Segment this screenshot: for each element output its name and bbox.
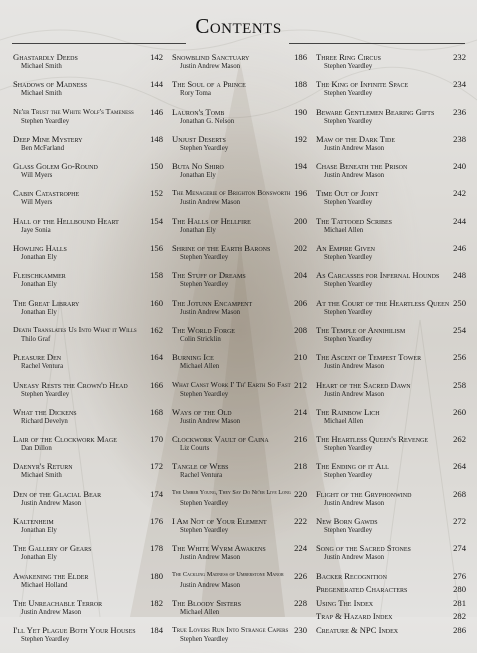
toc-entry[interactable]: [316, 188, 466, 215]
entry-page-number: 212: [294, 379, 307, 390]
title-rule-left: [12, 43, 186, 44]
entry-author: Will Myers: [21, 172, 53, 180]
entry-author: Jonathan G. Nelson: [180, 117, 235, 125]
toc-entry[interactable]: [316, 611, 466, 625]
page-title: Contents: [195, 14, 282, 38]
entry-author: Justin Andrew Mason: [324, 363, 385, 371]
entry-page-number: 248: [453, 270, 466, 281]
entry-page-number: 238: [453, 133, 466, 144]
entry-author: Justin Andrew Mason: [21, 499, 82, 507]
entry-author: Stephen Yeardley: [180, 390, 229, 398]
entry-author: Stephen Yeardley: [324, 254, 373, 262]
entry-author: Justin Andrew Mason: [180, 308, 241, 316]
toc-entry[interactable]: [13, 461, 163, 488]
entry-page-number: 262: [453, 434, 466, 445]
entry-page-number: 280: [453, 584, 466, 595]
entry-title: The King of Infinite Space: [316, 79, 409, 90]
entry-author: Dan Dillon: [21, 445, 52, 453]
entry-title: Snowblind Sanctuary: [172, 52, 250, 62]
entry-author: Stephen Yeardley: [324, 308, 373, 316]
toc-entry[interactable]: [316, 107, 466, 134]
entry-author: Jonathan Ely: [21, 554, 57, 562]
entry-author: Justin Andrew Mason: [180, 63, 241, 70]
entry-author: Stephen Yeardley: [180, 527, 229, 535]
entry-author: Michael Allen: [324, 417, 364, 425]
entry-title: The Umber Young, They Say Do Ne'er Live Long: [172, 488, 291, 496]
entry-title: The Rainbow Lich: [316, 406, 380, 417]
entry-title: Pregenerated Characters: [316, 584, 408, 595]
entry-title: The Stuff of Dreams: [172, 270, 246, 281]
toc-entry[interactable]: [316, 461, 466, 488]
entry-page-number: 260: [453, 406, 466, 417]
toc-entry[interactable]: [316, 516, 466, 543]
entry-title: The Temple of Annihilism: [316, 324, 406, 335]
toc-entry[interactable]: [13, 243, 163, 270]
entry-title: Burning Ice: [172, 352, 214, 363]
entry-page-number: 174: [150, 488, 163, 499]
toc-entry[interactable]: [13, 380, 163, 407]
entry-author: Stephen Yeardley: [21, 390, 70, 398]
entry-page-number: 216: [294, 434, 307, 445]
entry-author: Colin Stricklin: [180, 335, 221, 343]
entry-page-number: 148: [150, 133, 163, 144]
entry-page-number: 276: [453, 570, 466, 581]
entry-title: Glass Golem Go-Round: [13, 161, 98, 172]
toc-entry[interactable]: [316, 571, 466, 585]
entry-title: Hall of the Hellbound Heart: [13, 215, 119, 226]
toc-entry[interactable]: [13, 325, 163, 352]
entry-author: Stephen Yeardley: [324, 472, 373, 480]
toc-entry[interactable]: [172, 216, 307, 243]
entry-title: The Bloody Sisters: [172, 597, 242, 608]
entry-title: Beware Gentlemen Bearing Gifts: [316, 106, 435, 117]
entry-author: Rachel Ventura: [21, 363, 64, 371]
entry-title: Daenyr's Return: [13, 461, 73, 472]
entry-author: Thilo Graf: [21, 335, 51, 343]
entry-title: Chase Beneath the Prison: [316, 161, 408, 172]
entry-page-number: 226: [294, 570, 307, 581]
toc-entry[interactable]: [13, 188, 163, 215]
entry-page-number: 240: [453, 161, 466, 172]
entry-author: Justin Andrew Mason: [324, 390, 385, 398]
entry-title: Ghastardly Deeds: [13, 52, 78, 62]
entry-author: Michael Allen: [180, 363, 220, 371]
entry-author: Stephen Yeardley: [180, 499, 229, 507]
entry-author: Justin Andrew Mason: [180, 417, 241, 425]
toc-entry[interactable]: [172, 407, 307, 434]
entry-title: The Tattooed Scribes: [316, 215, 392, 226]
entry-title: Creature & NPC Index: [316, 625, 399, 636]
toc-entry[interactable]: [316, 543, 466, 570]
toc-entry[interactable]: [13, 625, 163, 652]
entry-author: Michael Smith: [21, 63, 62, 70]
entry-page-number: 286: [453, 625, 466, 636]
entry-page-number: 281: [453, 597, 466, 608]
toc-entry[interactable]: [13, 434, 163, 461]
entry-page-number: 184: [150, 625, 163, 636]
entry-page-number: 170: [150, 434, 163, 445]
entry-author: Justin Andrew Mason: [180, 581, 241, 589]
entry-author: Stephen Yeardley: [324, 281, 373, 289]
entry-title: Cabin Catastrophe: [13, 188, 80, 199]
entry-title: I'll Yet Plague Both Your Houses: [13, 625, 136, 636]
entry-title: An Empire Given: [316, 243, 375, 254]
entry-page-number: 256: [453, 352, 466, 363]
entry-author: Ben McFarland: [21, 144, 65, 152]
entry-author: Stephen Yeardley: [180, 636, 229, 644]
toc-entry[interactable]: [172, 598, 307, 625]
toc-entry[interactable]: [316, 52, 466, 79]
entry-author: Stephen Yeardley: [324, 199, 373, 207]
entry-page-number: 144: [150, 79, 163, 90]
entry-page-number: 166: [150, 379, 163, 390]
entry-page-number: 246: [453, 243, 466, 254]
entry-author: Michael Smith: [21, 90, 62, 98]
entry-title: As Carcasses for Infernal Hounds: [316, 270, 440, 281]
entry-page-number: 208: [294, 324, 307, 335]
toc-entry[interactable]: [13, 543, 163, 570]
toc-entry[interactable]: [316, 434, 466, 461]
toc-entry[interactable]: [172, 270, 307, 297]
entry-author: Justin Andrew Mason: [324, 144, 385, 152]
entry-author: Stephen Yeardley: [180, 144, 229, 152]
entry-title: Tangle of Webs: [172, 461, 229, 472]
entry-page-number: 152: [150, 188, 163, 199]
toc-entry[interactable]: [172, 52, 307, 79]
entry-page-number: 204: [294, 270, 307, 281]
toc-entry[interactable]: [316, 380, 466, 407]
entry-author: Justin Andrew Mason: [180, 554, 241, 562]
entry-author: Jonathan Ely: [21, 254, 57, 262]
toc-entry[interactable]: [13, 407, 163, 434]
entry-page-number: 214: [294, 406, 307, 417]
entry-title: Trap & Hazard Index: [316, 611, 393, 622]
entry-title: Time Out of Joint: [316, 188, 379, 199]
entry-title: True Lovers Run Into Strange Capers: [172, 625, 289, 635]
entry-page-number: 202: [294, 243, 307, 254]
toc-entry[interactable]: [172, 188, 307, 215]
entry-title: Howling Halls: [13, 243, 67, 254]
toc-entry[interactable]: [316, 243, 466, 270]
entry-title: Three Ring Circus: [316, 52, 382, 62]
entry-page-number: 168: [150, 406, 163, 417]
entry-title: The Great Library: [13, 297, 80, 308]
entry-page-number: 180: [150, 570, 163, 581]
entry-page-number: 158: [150, 270, 163, 281]
toc-entry[interactable]: [316, 216, 466, 243]
entry-page-number: 272: [453, 516, 466, 527]
toc-entry[interactable]: [316, 598, 466, 612]
entry-page-number: 188: [294, 79, 307, 90]
entry-author: Jonathan Ely: [21, 308, 57, 316]
entry-page-number: 274: [453, 543, 466, 554]
entry-title: Awakening the Elder: [13, 570, 89, 581]
entry-author: Jonathan Ely: [21, 527, 57, 535]
entry-title: Uneasy Rests the Crown'd Head: [13, 379, 128, 390]
entry-page-number: 160: [150, 297, 163, 308]
entry-page-number: 242: [453, 188, 466, 199]
entry-page-number: 190: [294, 106, 307, 117]
entry-page-number: 250: [453, 297, 466, 308]
contents-column-3: [316, 52, 466, 639]
entry-title: Ways of the Old: [172, 406, 232, 417]
toc-entry[interactable]: [172, 298, 307, 325]
toc-entry[interactable]: [316, 79, 466, 106]
toc-entry[interactable]: [13, 52, 163, 79]
toc-entry[interactable]: [316, 161, 466, 188]
entry-author: Stephen Yeardley: [324, 335, 373, 343]
toc-entry[interactable]: [316, 489, 466, 516]
toc-entry[interactable]: [316, 584, 466, 598]
toc-entry[interactable]: [13, 571, 163, 598]
toc-entry[interactable]: [172, 543, 307, 570]
entry-page-number: 254: [453, 324, 466, 335]
entry-author: Stephen Yeardley: [324, 445, 373, 453]
entry-author: Jaye Sonia: [21, 226, 51, 234]
toc-entry[interactable]: [13, 598, 163, 625]
entry-page-number: 146: [150, 106, 163, 117]
entry-title: Den of the Glacial Bear: [13, 488, 102, 499]
entry-title: Lauron's Tomb: [172, 106, 225, 117]
entry-author: Stephen Yeardley: [324, 117, 373, 125]
entry-title: The Unreachable Terror: [13, 597, 103, 608]
toc-entry[interactable]: [316, 625, 466, 639]
toc-entry[interactable]: [172, 380, 307, 407]
entry-page-number: 210: [294, 352, 307, 363]
entry-page-number: 192: [294, 133, 307, 144]
entry-title: What Canst Work I' Th' Earth So Fast: [172, 379, 291, 389]
entry-title: The Menagerie of Brighton Bonsworth: [172, 188, 291, 198]
toc-entry[interactable]: [172, 516, 307, 543]
entry-title: Using The Index: [316, 597, 374, 608]
entry-page-number: 258: [453, 379, 466, 390]
entry-page-number: 282: [453, 611, 466, 622]
entry-page-number: 142: [150, 52, 163, 62]
entry-title: Flight of the Gryphonwind: [316, 488, 412, 499]
toc-entry[interactable]: [172, 352, 307, 379]
entry-title: Maw of the Dark Tide: [316, 133, 396, 144]
entry-title: The Ascent of Tempest Tower: [316, 352, 422, 363]
entry-author: Stephen Yeardley: [324, 527, 373, 535]
toc-entry[interactable]: [316, 407, 466, 434]
entry-page-number: 150: [150, 161, 163, 172]
toc-entry[interactable]: [172, 243, 307, 270]
entry-author: Stephen Yeardley: [21, 636, 70, 644]
toc-entry[interactable]: [13, 352, 163, 379]
entry-title: Shrine of the Earth Barons: [172, 243, 271, 254]
entry-page-number: 176: [150, 516, 163, 527]
toc-entry[interactable]: [13, 216, 163, 243]
entry-page-number: 268: [453, 488, 466, 499]
entry-author: Liz Courts: [180, 445, 210, 453]
entry-author: Will Myers: [21, 199, 53, 207]
entry-page-number: 244: [453, 215, 466, 226]
toc-entry[interactable]: [172, 461, 307, 488]
entry-title: Pleasure Den: [13, 352, 62, 363]
toc-entry[interactable]: [172, 489, 307, 516]
entry-title: The Ending of it All: [316, 461, 389, 472]
entry-author: Richard Develyn: [21, 417, 68, 425]
entry-author: Michael Holland: [21, 581, 68, 589]
entry-title: I Am Not of Your Element: [172, 516, 267, 527]
contents-column-2: [172, 52, 307, 653]
entry-author: Stephen Yeardley: [21, 117, 70, 125]
toc-entry[interactable]: [13, 107, 163, 134]
entry-page-number: 230: [294, 625, 307, 636]
toc-entry[interactable]: [316, 298, 466, 325]
entry-author: Michael Allen: [324, 226, 364, 234]
toc-entry[interactable]: [172, 625, 307, 652]
entry-title: At the Court of the Heartless Queen: [316, 297, 450, 308]
entry-title: What the Dickens: [13, 406, 77, 417]
entry-page-number: 232: [453, 52, 466, 62]
entry-page-number: 228: [294, 597, 307, 608]
entry-author: Jonathan Ely: [180, 226, 216, 234]
entry-author: Stephen Yeardley: [180, 281, 229, 289]
entry-title: The World Forge: [172, 324, 235, 335]
entry-page-number: 224: [294, 543, 307, 554]
entry-title: Unjust Deserts: [172, 133, 226, 144]
entry-title: Backer Recognition: [316, 570, 387, 581]
entry-title: The Gallery of Gears: [13, 543, 92, 554]
entry-author: Stephen Yeardley: [324, 90, 373, 98]
entry-page-number: 222: [294, 516, 307, 527]
toc-entry[interactable]: [316, 325, 466, 352]
entry-title: Lair of the Clockwork Mage: [13, 434, 117, 445]
entry-title: Death Translates Us Into What it Wills: [13, 324, 137, 334]
entry-page-number: 162: [150, 324, 163, 335]
entry-author: Stephen Yeardley: [324, 63, 373, 70]
toc-entry[interactable]: [13, 489, 163, 516]
entry-page-number: 172: [150, 461, 163, 472]
entry-author: Justin Andrew Mason: [21, 608, 82, 616]
entry-page-number: 164: [150, 352, 163, 363]
entry-title: Clockwork Vault of Caina: [172, 434, 269, 445]
entry-author: Michael Smith: [21, 472, 62, 480]
entry-title: Shadows of Madness: [13, 79, 88, 90]
entry-page-number: 156: [150, 243, 163, 254]
entry-title: The White Wyrm Awakens: [172, 543, 266, 554]
entry-page-number: 178: [150, 543, 163, 554]
entry-author: Rachel Ventura: [180, 472, 223, 480]
entry-title: Buta No Shiro: [172, 161, 224, 172]
toc-entry[interactable]: [13, 134, 163, 161]
toc-entry[interactable]: [316, 134, 466, 161]
toc-entry[interactable]: [172, 161, 307, 188]
toc-entry[interactable]: [172, 434, 307, 461]
title-rule-right: [289, 43, 465, 44]
entry-page-number: 154: [150, 215, 163, 226]
toc-entry[interactable]: [316, 270, 466, 297]
entry-title: The Halls of Hellfire: [172, 215, 251, 226]
toc-entry[interactable]: [172, 107, 307, 134]
toc-entry[interactable]: [172, 571, 307, 598]
entry-author: Michael Allen: [180, 608, 220, 616]
entry-title: Fleischkammer: [13, 270, 66, 281]
entry-author: Justin Andrew Mason: [324, 172, 385, 180]
entry-page-number: 182: [150, 597, 163, 608]
toc-entry[interactable]: [13, 516, 163, 543]
toc-entry[interactable]: [13, 298, 163, 325]
entry-page-number: 206: [294, 297, 307, 308]
entry-page-number: 186: [294, 52, 307, 62]
entry-title: The Soul of a Prince: [172, 79, 246, 90]
entry-title: The Heartless Queen's Revenge: [316, 434, 429, 445]
entry-page-number: 200: [294, 215, 307, 226]
entry-author: Justin Andrew Mason: [324, 499, 385, 507]
entry-title: Deep Mine Mystery: [13, 133, 83, 144]
toc-entry[interactable]: [316, 352, 466, 379]
entry-author: Justin Andrew Mason: [180, 199, 241, 207]
entry-page-number: 234: [453, 79, 466, 90]
toc-entry[interactable]: [13, 79, 163, 106]
toc-entry[interactable]: [13, 161, 163, 188]
entry-author: Justin Andrew Mason: [324, 554, 385, 562]
entry-page-number: 264: [453, 461, 466, 472]
toc-entry[interactable]: [172, 134, 307, 161]
entry-author: Rory Toma: [180, 90, 211, 98]
entry-page-number: 194: [294, 161, 307, 172]
entry-title: Heart of the Sacred Dawn: [316, 379, 411, 390]
entry-page-number: 236: [453, 106, 466, 117]
entry-title: New Born Gawds: [316, 516, 378, 527]
entry-title: The Cackling Madness of Umberstone Manor: [172, 570, 284, 578]
entry-title: Song of the Sacred Stones: [316, 543, 411, 554]
entry-author: Stephen Yeardley: [180, 254, 229, 262]
entry-title: Ne'er Trust the White Wolf's Tameness: [13, 106, 134, 116]
contents-column-1: [13, 52, 163, 653]
entry-page-number: 196: [294, 188, 307, 199]
toc-entry[interactable]: [172, 79, 307, 106]
entry-title: Kaltenheim: [13, 516, 54, 527]
entry-page-number: 220: [294, 488, 307, 499]
entry-title: The Jotunn Encampent: [172, 297, 253, 308]
toc-entry[interactable]: [172, 325, 307, 352]
entry-page-number: 218: [294, 461, 307, 472]
entry-author: Jonathan Ely: [21, 281, 57, 289]
toc-entry[interactable]: [13, 270, 163, 297]
entry-author: Jonathan Ely: [180, 172, 216, 180]
